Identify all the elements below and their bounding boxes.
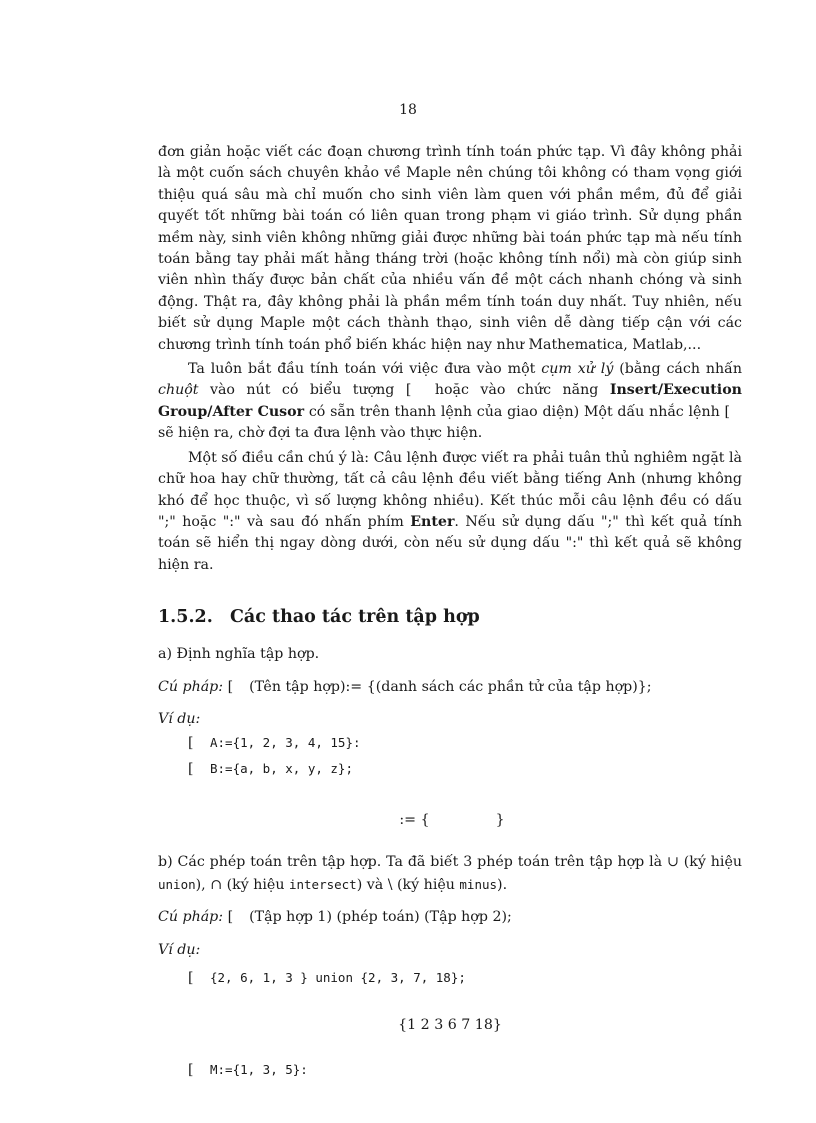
text-run: b) Các phép toán trên tập hợp. Ta đã biết 3 phép toán trên tập hợp là ∪ (ký hiệu — [158, 854, 742, 871]
text-run: vào nút có biểu tượng [ — [198, 382, 412, 399]
syntax-label: Cú pháp: — [158, 909, 224, 926]
code-text: A:={1, 2, 3, 4, 15}: — [210, 735, 361, 751]
text-run: ) và \ (ký hiệu — [356, 876, 460, 893]
text-run: ). — [497, 876, 508, 893]
keyword-minus: minus — [459, 876, 498, 892]
text-run: Ta luôn bắt đầu tính toán với việc đưa vào một — [188, 361, 542, 378]
syntax-bracket: [ — [227, 909, 234, 926]
prompt-bracket: [ — [188, 1061, 194, 1078]
term-processing-group: cụm xử lý — [541, 361, 614, 378]
menu-path: Insert/Execution Group/After Cusor — [158, 382, 742, 420]
code-line — [188, 756, 742, 782]
text-run: hoặc vào chức năng — [423, 382, 610, 399]
keyword-intersect: intersect — [288, 876, 357, 892]
section-title: Các thao tác trên tập hợp — [230, 607, 480, 628]
section-number: 1.5.2. — [158, 607, 213, 628]
prompt-bracket: [ — [188, 761, 194, 778]
part-a-syntax — [158, 677, 742, 698]
syntax-text: (Tên tập hợp):= {(danh sách các phần tử của tập hợp)}; — [249, 678, 652, 695]
syntax-bracket: [ — [227, 678, 234, 695]
output-left: := { — [399, 812, 430, 829]
part-b-heading — [158, 852, 742, 896]
output-right: } — [495, 812, 505, 829]
text-run: ), ∩ (ký hiệu — [195, 876, 289, 893]
text-run: (bằng cách nhấn — [613, 361, 743, 378]
example-label: Ví dụ: — [158, 941, 201, 958]
part-a-example-label — [158, 709, 742, 730]
output-set: {1 2 3 6 7 18} — [398, 1016, 502, 1033]
page-number: 18 — [399, 102, 417, 118]
keyword-union: union — [158, 876, 196, 892]
example-label: Ví dụ: — [158, 710, 201, 727]
code-text: M:={1, 3, 5}: — [210, 1061, 308, 1077]
part-b-example-label — [158, 940, 742, 961]
part-a-heading: a) Định nghĩa tập hợp. — [158, 646, 320, 663]
part-b-syntax — [158, 907, 742, 928]
code-text: {2, 6, 1, 3 } union {2, 3, 7, 18}; — [210, 969, 466, 985]
code-text: B:={a, b, x, y, z}; — [210, 761, 353, 777]
term-mouse: chuột — [158, 382, 199, 399]
code-line — [188, 965, 742, 991]
key-enter: Enter — [410, 513, 455, 530]
code-line — [188, 1057, 742, 1083]
intro-paragraph-2 — [158, 359, 742, 445]
text-run: Một số điều cần chú ý là: Câu lệnh được viết ra phải tuân thủ nghiêm ngặt là chữ hoa hay chữ thường, tất cả câu lệnh đều viết bằng tiếng Anh (nhưng không khó để học thuộc, vì số lượng không nhiều). Kết thúc mỗi câu lệnh đều có dấu ";" hoặc ":" và sau đó nhấn phím — [158, 449, 743, 530]
prompt-bracket: [ — [188, 969, 194, 986]
intro-paragraph-3 — [158, 448, 742, 576]
text-run: sẽ hiện ra, chờ đợi ta đưa lệnh vào thực hiện. — [158, 425, 483, 442]
intro-paragraph-1: đơn giản hoặc viết các đoạn chương trình tính toán phức tạp. Vì đây không phải là một cuốn sách chuyên khảo về Maple nên chúng tôi không có tham vọng giới thiệu quá sâu mà chỉ muốn cho sinh viên làm quen với phần mềm, đủ để giải quyết tốt những bài toán có liên quan trong phạm vi giáo trình. Sử dụng phần mềm này, sinh viên không những giải được những bài toán phức tạp mà nếu tính toán bằng tay phải mất hằng tháng trời (hoặc không tính nổi) mà còn giúp sinh viên nhìn thấy được bản chất của nhiều vấn đề một cách nhanh chóng và sinh động. Thật ra, đây không phải là phần mềm tính toán duy nhất. Tuy nhiên, nếu biết sử dụng Maple một cách thành thạo, sinh viên dễ dàng tiếp cận với các chương trình tính toán phổ biến khác hiện nay như Mathematica, Matlab,... — [158, 144, 742, 353]
code-line — [188, 730, 742, 756]
output-line — [158, 800, 742, 840]
output-line — [158, 1005, 742, 1045]
text-run: có sẵn trên thanh lệnh của giao diện) Một dấu nhắc lệnh [ — [304, 403, 731, 420]
syntax-text: (Tập hợp 1) (phép toán) (Tập hợp 2); — [249, 909, 512, 926]
text-run: . Nếu sử dụng dấu ";" thì kết quả tính toán sẽ hiển thị ngay dòng dưới, còn nếu sử dụng dấu ":" thì kết quả sẽ không hiện ra. — [158, 513, 742, 573]
prompt-bracket: [ — [188, 735, 194, 752]
syntax-label: Cú pháp: — [158, 678, 224, 695]
page-content — [158, 142, 742, 1083]
section-heading — [158, 604, 742, 630]
